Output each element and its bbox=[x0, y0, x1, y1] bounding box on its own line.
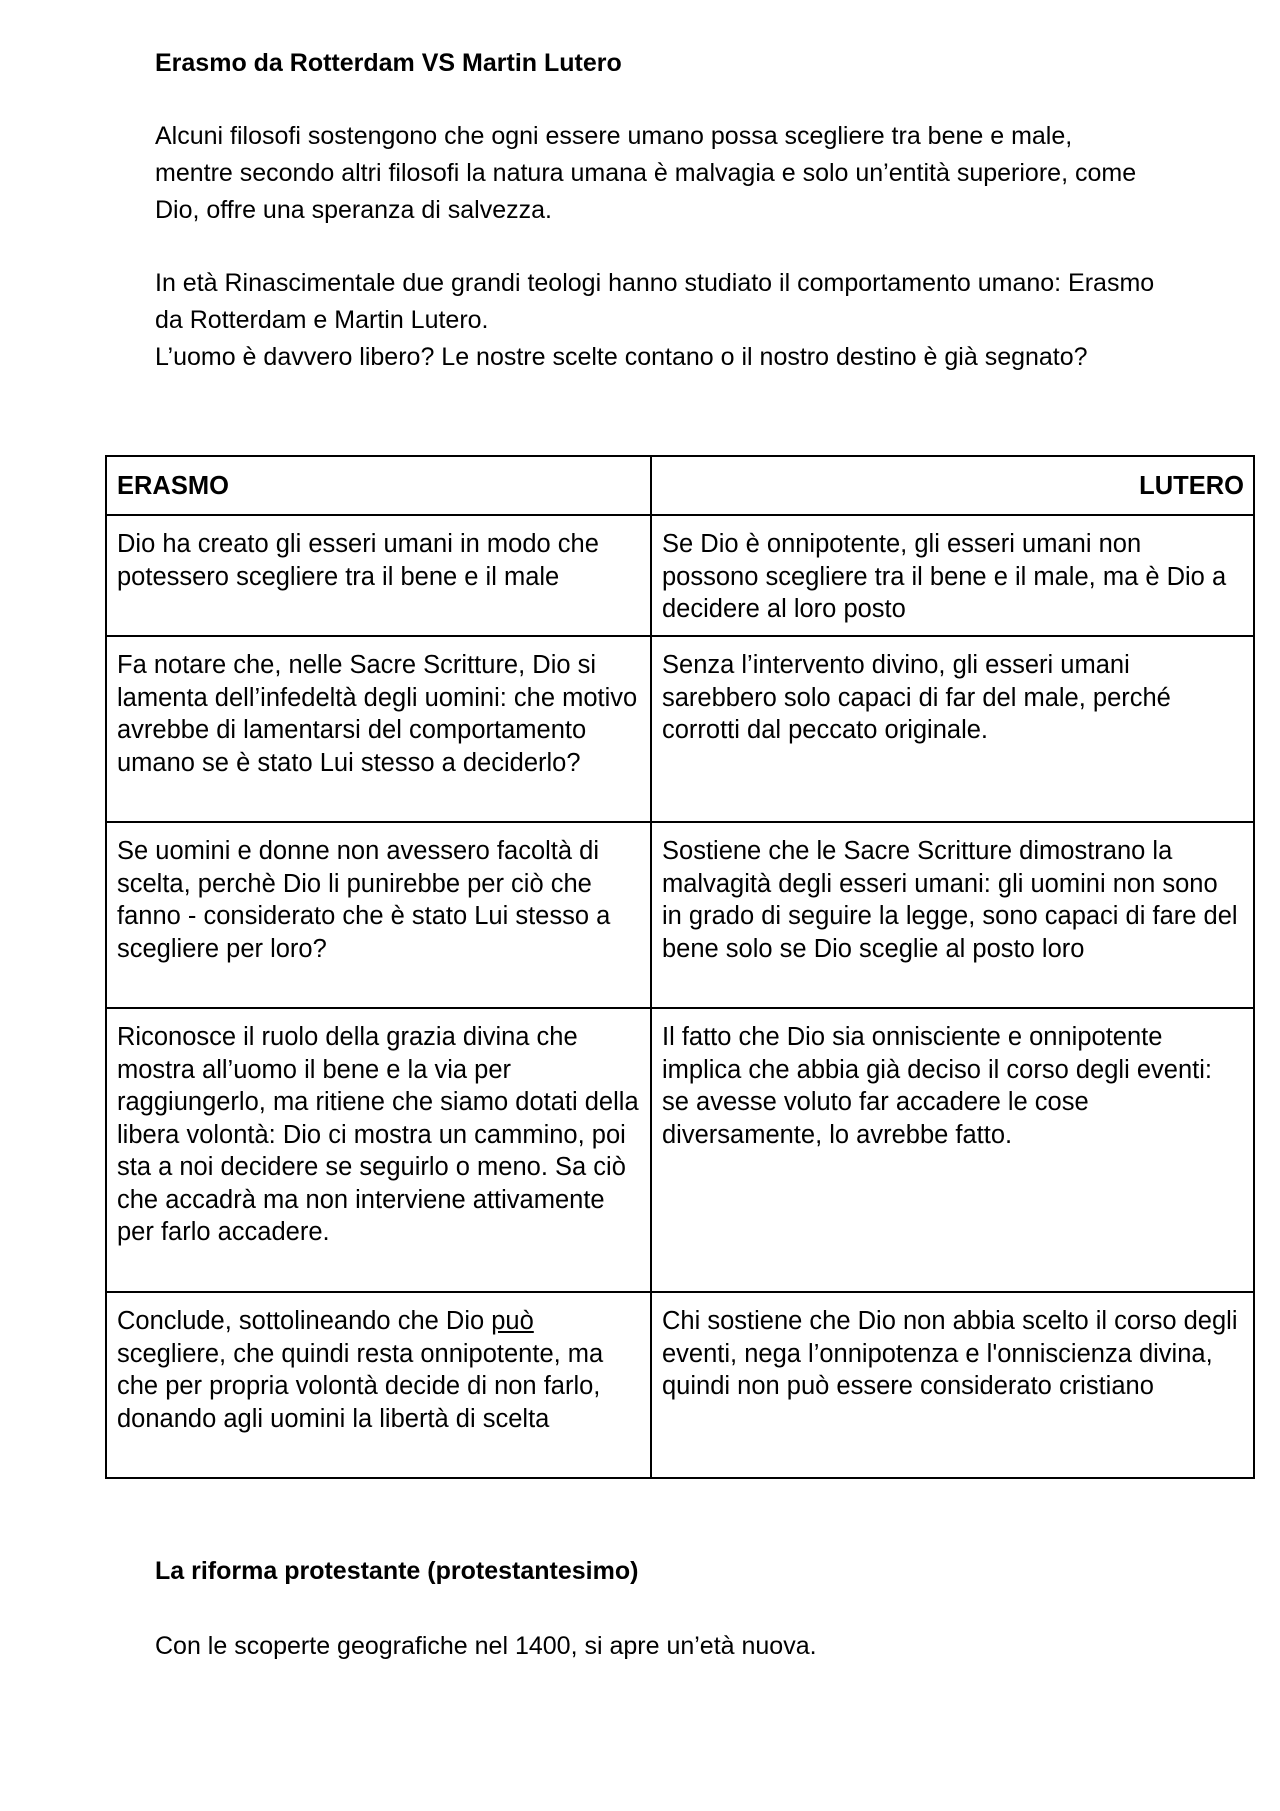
comparison-table bbox=[105, 455, 1255, 1479]
table-row bbox=[106, 1008, 1254, 1292]
table-header-row bbox=[106, 456, 1254, 515]
cell-erasmo: Dio ha creato gli esseri umani in modo che potessero scegliere tra il bene e il male bbox=[106, 515, 651, 636]
intro-paragraph-3: L’uomo è davvero libero? Le nostre scelte contano o il nostro destino è già segnato? bbox=[155, 343, 1088, 371]
table-row bbox=[106, 822, 1254, 1008]
cell-lutero: Sostiene che le Sacre Scritture dimostrano la malvagità degli esseri umani: gli uomini non sono in grado di seguire la legge, sono capaci di fare del bene solo se Dio sceglie al posto loro bbox=[651, 822, 1254, 1008]
section-title: La riforma protestante (protestantesimo) bbox=[155, 1557, 639, 1585]
page-title: Erasmo da Rotterdam VS Martin Lutero bbox=[155, 49, 622, 77]
cell-lutero: Chi sostiene che Dio non abbia scelto il corso degli eventi, nega l’onnipotenza e l'onniscienza divina, quindi non può essere considerato cristiano bbox=[651, 1292, 1254, 1478]
intro-paragraph-2: In età Rinascimentale due grandi teologi hanno studiato il comportamento umano: Erasmo da Rotterdam e Martin Lutero. bbox=[155, 269, 1155, 334]
cell-erasmo: Fa notare che, nelle Sacre Scritture, Dio si lamenta dell’infedeltà degli uomini: che motivo avrebbe di lamentarsi del comportamento umano se è stato Lui stesso a deciderlo? bbox=[106, 636, 651, 822]
cell-lutero: Il fatto che Dio sia onnisciente e onnipotente implica che abbia già deciso il corso degli eventi: se avesse voluto far accadere le cose diversamente, lo avrebbe fatto. bbox=[651, 1008, 1254, 1292]
cell-erasmo bbox=[106, 1292, 651, 1478]
header-erasmo: ERASMO bbox=[106, 456, 651, 515]
header-lutero: LUTERO bbox=[651, 456, 1254, 515]
cell-lutero: Se Dio è onnipotente, gli esseri umani non possono scegliere tra il bene e il male, ma è Dio a decidere al loro posto bbox=[651, 515, 1254, 636]
table-row bbox=[106, 515, 1254, 636]
cell-lutero: Senza l’intervento divino, gli esseri umani sarebbero solo capaci di far del male, perché corrotti dal peccato originale. bbox=[651, 636, 1254, 822]
table-row bbox=[106, 1292, 1254, 1478]
cell-text: Conclude, sottolineando che Dio bbox=[117, 1307, 492, 1335]
cell-erasmo: Se uomini e donne non avessero facoltà di scelta, perchè Dio li punirebbe per ciò che fanno - considerato che è stato Lui stesso a scegliere per loro? bbox=[106, 822, 651, 1008]
underlined-word: può bbox=[491, 1307, 534, 1335]
intro-paragraph-1: Alcuni filosofi sostengono che ogni essere umano possa scegliere tra bene e male, mentre secondo altri filosofi la natura umana è malvagia e solo un’entità superiore, come Dio, offre una speranza di salvezza. bbox=[155, 122, 1137, 224]
table-row bbox=[106, 636, 1254, 822]
cell-erasmo: Riconosce il ruolo della grazia divina che mostra all’uomo il bene e la via per raggiungerlo, ma ritiene che siamo dotati della libera volontà: Dio ci mostra un cammino, poi sta a noi decidere se seguirlo o meno. Sa ciò che accadrà ma non interviene attivamente per farlo accadere. bbox=[106, 1008, 651, 1292]
cell-text: scegliere, che quindi resta onnipotente, ma che per propria volontà decide di non farlo, donando agli uomini la libertà di scelta bbox=[117, 1339, 604, 1433]
section-paragraph: Con le scoperte geografiche nel 1400, si apre un’età nuova. bbox=[155, 1632, 817, 1660]
